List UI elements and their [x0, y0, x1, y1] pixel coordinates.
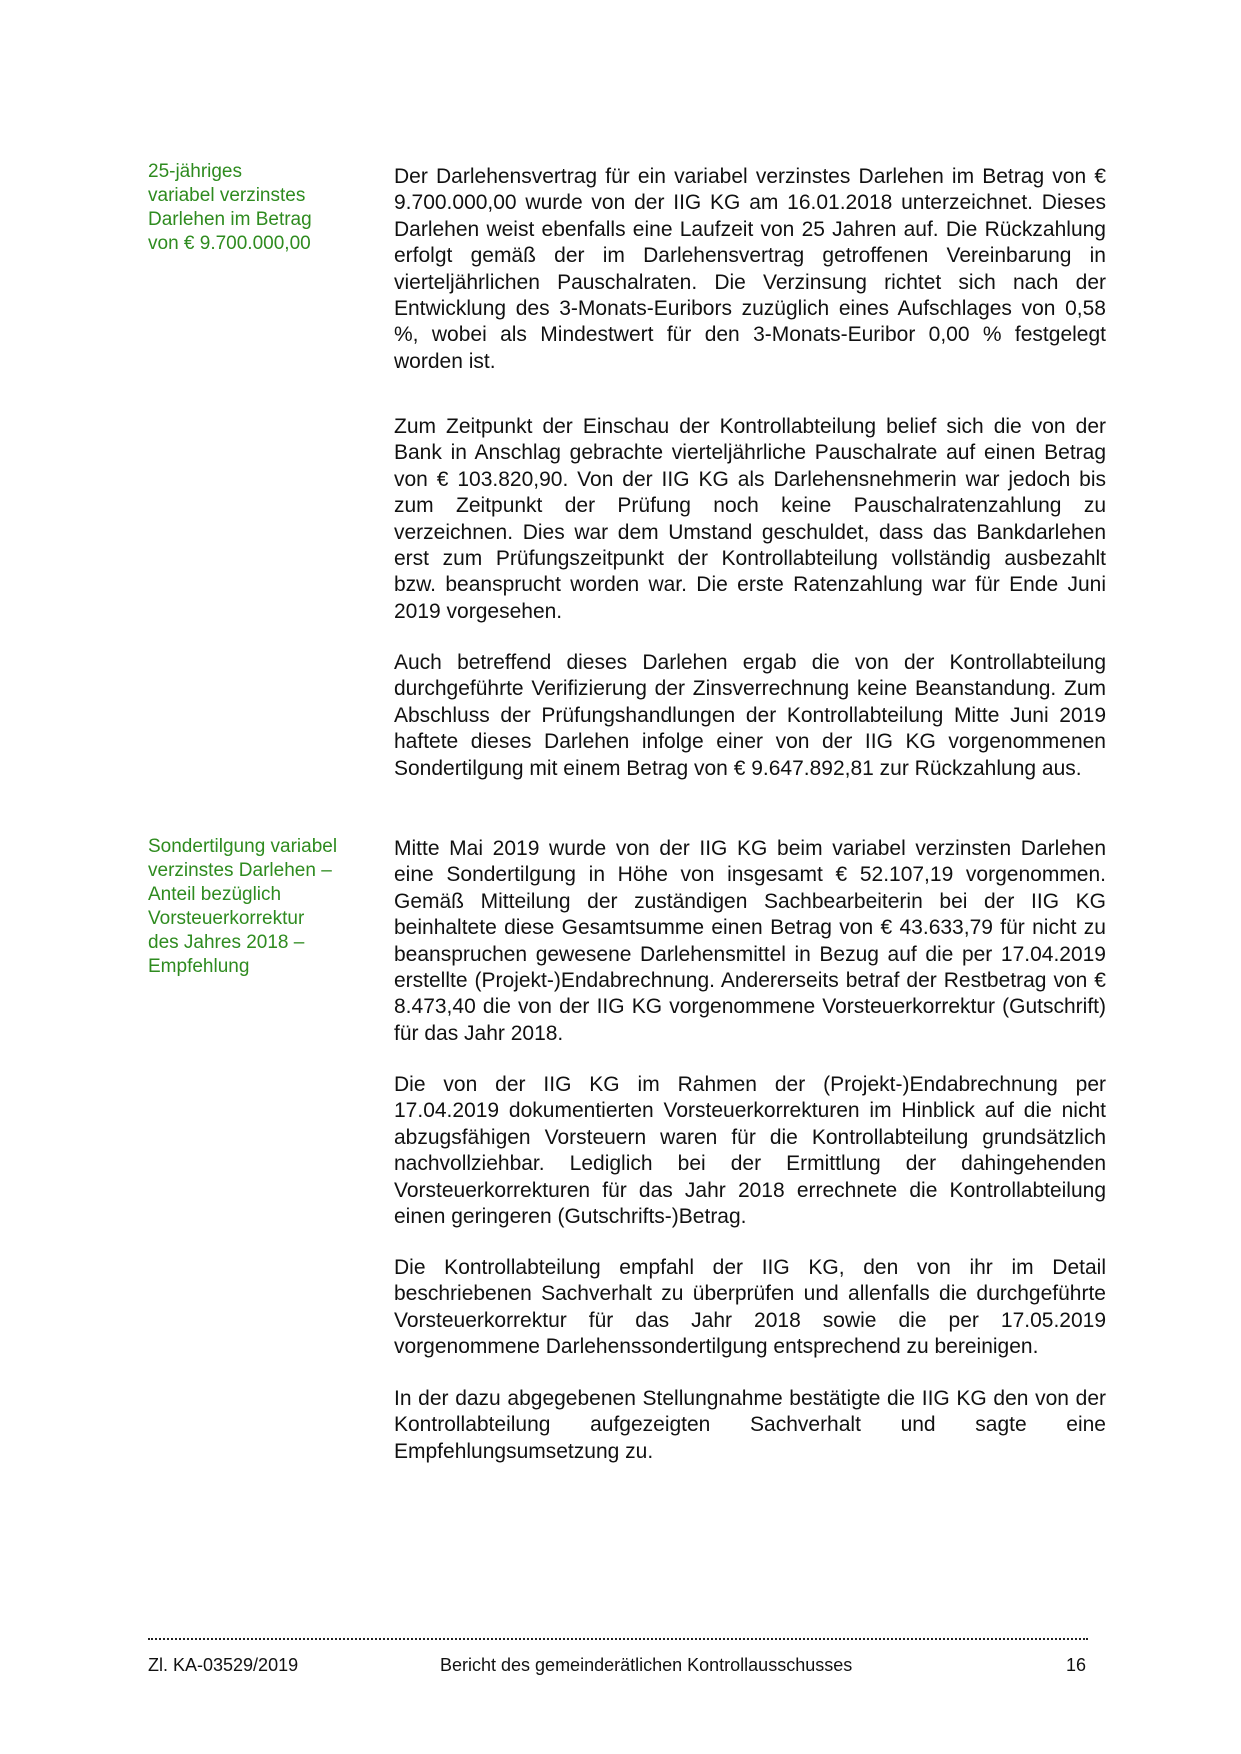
footer-reference: Zl. KA-03529/2019 — [148, 1655, 299, 1675]
footer-divider — [148, 1638, 1088, 1640]
paragraph-installment-rate: Zum Zeitpunkt der Einschau der Kontrollabteilung belief sich die von der Bank in Anschlag gebrachte vierteljährliche Pauschalrate auf einen Betrag von € 103.820,90. Von der IIG KG als Darlehensnehmerin war jedoch bis zum Zeitpunkt der Prüfung noch keine Pauschalratenzahlung zu verzeichnen. Dies war dem Umstand geschuldet, dass das Bankdarlehen erst zum Prüfungszeitpunkt der Kontrollabteilung vollständig ausbezahlt bzw. beansprucht worden war. Die erste Ratenzahlung war für Ende Juni 2019 vorgesehen. — [394, 415, 1106, 623]
footer-title: Bericht des gemeinderätlichen Kontrollausschusses — [440, 1655, 853, 1675]
margin-note-loan-variable: 25-jähriges variabel verzinstes Darlehen im Betrag von € 9.700.000,00 — [148, 161, 312, 254]
paragraph-input-tax-corrections: Die von der IIG KG im Rahmen der (Projekt-)Endabrechnung per 17.04.2019 dokumentierten Vorsteuerkorrekturen im Hinblick auf die nicht abzugsfähigen Vorsteuern waren für die Kontrollabteilung grundsätzlich nachvollziehbar. Lediglich bei der Ermittlung der dahingehenden Vorsteuerkorrekturen für das Jahr 2018 errechnete die Kontrollabteilung einen geringeren (Gutschrifts-)Betrag. — [394, 1073, 1106, 1229]
paragraph-loan-contract: Der Darlehensvertrag für ein variabel verzinstes Darlehen im Betrag von € 9.700.000,00 wurde von der IIG KG am 16.01.2018 unterzeichnet. Dieses Darlehen weist ebenfalls eine Laufzeit von 25 Jahren auf. Die Rückzahlung erfolgt gemäß der im Darlehensvertrag getroffenen Vereinbarung in vierteljährlichen Pauschalraten. Die Verzinsung richtet sich nach der Entwicklung des 3-Monats-Euribors zuzüglich eines Aufschlages von 0,58 %, wobei als Mindestwert für den 3-Monats-Euribor 0,00 % festgelegt worden ist. — [394, 165, 1106, 373]
paragraph-interest-verification: Auch betreffend dieses Darlehen ergab die von der Kontrollabteilung durchgeführte Verifizierung der Zinsverrechnung keine Beanstandung. Zum Abschluss der Prüfungshandlungen der Kontrollabteilung Mitte Juni 2019 haftete dieses Darlehen infolge einer von der IIG KG vorgenommenen Sondertilgung mit einem Betrag von € 9.647.892,81 zur Rückzahlung aus. — [394, 651, 1106, 780]
margin-note-special-repayment: Sondertilgung variabel verzinstes Darlehen – Anteil bezüglich Vorsteuerkorrektur des Jahres 2018 – Empfehlung — [148, 836, 338, 977]
page-number: 16 — [1066, 1655, 1087, 1675]
paragraph-special-repayment: Mitte Mai 2019 wurde von der IIG KG beim variabel verzinsten Darlehen eine Sondertilgung in Höhe von insgesamt € 52.107,19 vorgenommen. Gemäß Mitteilung der zuständigen Sachbearbeiterin bei der IIG KG beinhaltete diese Gesamtsumme einen Betrag von € 43.633,79 für nicht zu beanspruchen gewesene Darlehensmittel in Bezug auf die per 17.04.2019 erstellte (Projekt-)Endabrechnung. Andererseits betraf der Restbetrag von € 8.473,40 die von der IIG KG vorgenommene Vorsteuerkorrektur (Gutschrift) für das Jahr 2018. — [394, 837, 1106, 1045]
paragraph-recommendation: Die Kontrollabteilung empfahl der IIG KG, den von ihr im Detail beschriebenen Sachverhalt zu überprüfen und allenfalls die durchgeführte Vorsteuerkorrektur für das Jahr 2018 sowie die per 17.05.2019 vorgenommene Darlehenssondertilgung entsprechend zu bereinigen. — [394, 1256, 1106, 1359]
paragraph-statement: In der dazu abgegebenen Stellungnahme bestätigte die IIG KG den von der Kontrollabteilung aufgezeigten Sachverhalt und sagte eine Empfehlungsumsetzung zu. — [394, 1387, 1106, 1463]
